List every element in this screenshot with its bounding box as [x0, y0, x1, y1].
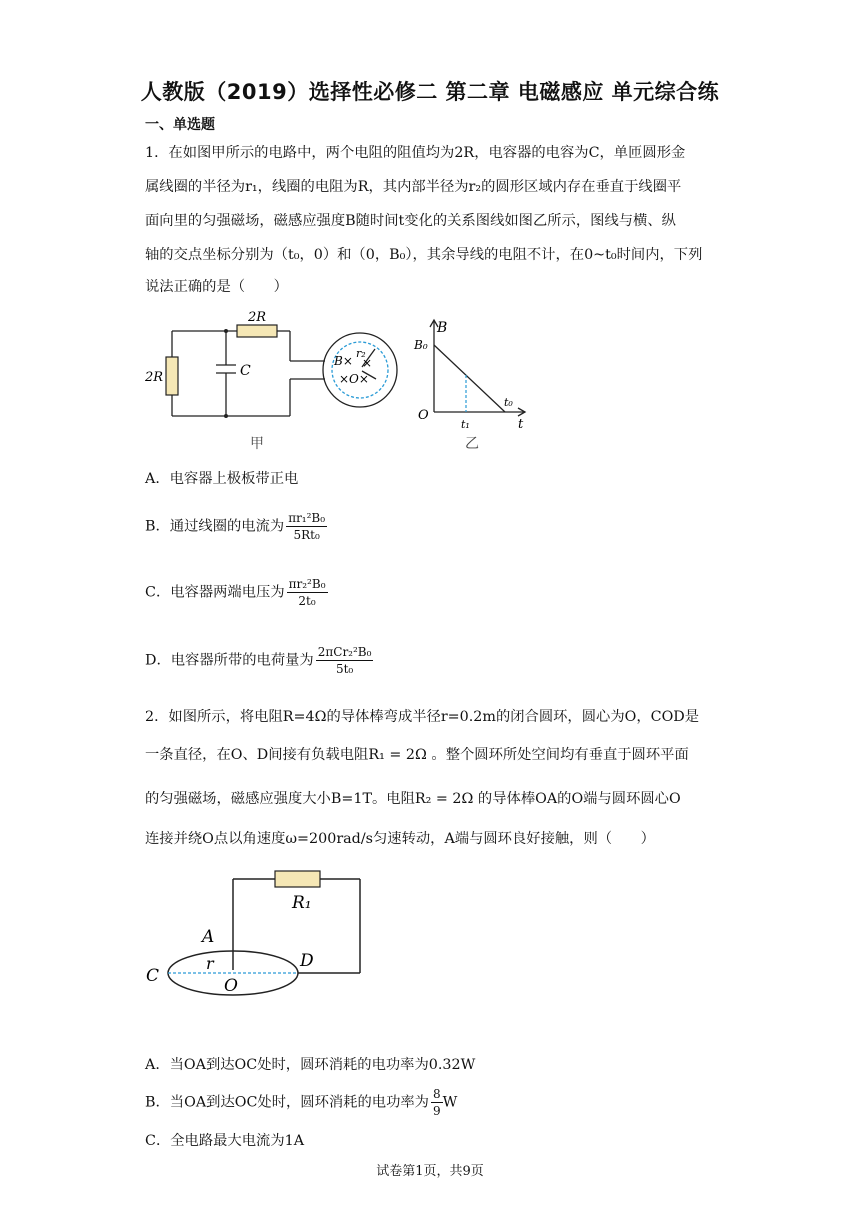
q2-option-a: A．当OA到达OC处时，圆环消耗的电功率为0.32W [145, 1057, 476, 1073]
q1-option-b [145, 510, 327, 543]
resistor-left-label: 2R [145, 370, 164, 385]
q2-option-b [145, 1086, 457, 1119]
q2-line-2: 一条直径，在O、D间接有负载电阻R₁ = 2Ω 。整个圆环所处空间均有垂直于圆环平面 [145, 747, 689, 763]
point-c-label: C [146, 966, 160, 986]
t1-tick-label: t₁ [461, 418, 470, 431]
q2-option-c: C．全电路最大电流为1A [145, 1133, 305, 1149]
q1-option-c [145, 576, 328, 609]
q2-line-1: 2．如图所示，将电阻R=4Ω的导体棒弯成半径r=0.2m的闭合圆环，圆心为O，COD是 [145, 709, 700, 725]
q1-option-b-denominator: 5Rt₀ [293, 528, 320, 542]
radius-r-label: r [206, 954, 214, 973]
field-b-label: B× [334, 354, 353, 368]
q2-option-b-numerator: 8 [432, 1087, 441, 1101]
figure-yi-caption: 乙 [465, 436, 479, 452]
t0-tick-label: t₀ [504, 396, 513, 409]
q1-line-3: 面向里的匀强磁场，磁感应强度B随时间t变化的关系图线如图乙所示，图线与横、纵 [145, 213, 676, 229]
resistor-top-label: 2R [248, 310, 267, 325]
q1-option-c-denominator: 2t₀ [298, 594, 316, 608]
q1-option-c-numerator: πr₂²B₀ [288, 577, 326, 591]
r2-label: r₂ [356, 347, 366, 360]
b0-tick-label: B₀ [414, 338, 428, 352]
q1-option-a: A．电容器上极板带正电 [145, 471, 299, 487]
q1-option-d-fraction [316, 644, 374, 677]
t-axis-label: t [518, 417, 524, 432]
center-o-label: ×O× [339, 372, 369, 386]
q2-line-3: 的匀强磁场，磁感应强度大小B=1T。电阻R₂ = 2Ω 的导体棒OA的O端与圆环圆心O [145, 791, 681, 807]
q1-option-b-fraction [286, 510, 327, 543]
q1-option-d-numerator: 2πCr₂²B₀ [317, 645, 372, 659]
section-heading: 一、单选题 [145, 117, 215, 133]
q1-line-4: 轴的交点坐标分别为（t₀，0）和（0，B₀），其余导线的电阻不计，在0~t₀时间内，下列 [145, 247, 703, 263]
q1-option-b-numerator: πr₁²B₀ [288, 511, 326, 525]
graph-figure-yi [410, 315, 540, 455]
q1-line-1: 1．在如图甲所示的电路中，两个电阻的阻值均为2R，电容器的电容为C，单匝圆形金 [145, 145, 686, 161]
q1-option-d [145, 644, 373, 677]
figure-jia-caption: 甲 [250, 436, 264, 452]
q2-option-b-text: B．当OA到达OC处时，圆环消耗的电功率为 [145, 1094, 429, 1111]
cross-mark: × [362, 356, 373, 370]
q2-option-b-fraction [431, 1086, 443, 1119]
q1-line-2: 属线圈的半径为r₁，线圈的电阻为R，其内部半径为r₂的圆形区域内存在垂直于线圈平 [145, 179, 682, 195]
point-d-label: D [300, 951, 314, 971]
q2-line-4: 连接并绕O点以角速度ω=200rad/s匀速转动，A端与圆环良好接触，则（ ） [145, 831, 655, 847]
page-title: 人教版（2019）选择性必修二 第二章 电磁感应 单元综合练 [140, 80, 720, 104]
capacitor-label: C [240, 363, 251, 379]
q1-line-5: 说法正确的是（ ） [145, 279, 288, 295]
r1-label: R₁ [292, 893, 312, 913]
q1-option-c-text: C．电容器两端电压为 [145, 584, 285, 601]
ring-circuit-figure [140, 865, 380, 1000]
origin-label: O [418, 408, 429, 423]
b-axis-label: B [437, 320, 448, 336]
q2-option-b-unit: W [442, 1094, 458, 1111]
q1-option-d-denominator: 5t₀ [335, 662, 354, 676]
q1-option-b-text: B．通过线圈的电流为 [145, 518, 285, 535]
q1-option-c-fraction [287, 576, 328, 609]
point-a-label: A [202, 927, 215, 947]
circuit-figure-jia [140, 305, 410, 455]
center-o-label: O [224, 976, 238, 996]
page-footer: 试卷第1页，共9页 [376, 1164, 484, 1179]
q2-option-b-denominator: 9 [432, 1104, 441, 1118]
q1-option-d-text: D．电容器所带的电荷量为 [145, 652, 314, 669]
